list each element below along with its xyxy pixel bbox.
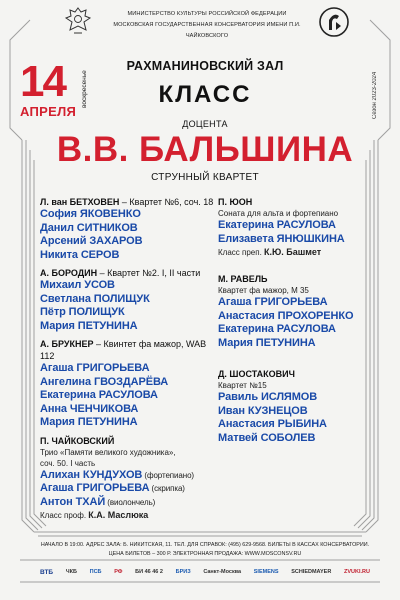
footer-info	[40, 541, 370, 559]
performer: Екатерина РАСУЛОВА	[218, 219, 336, 231]
program-item-beethoven	[40, 196, 220, 262]
performer: Светлана ПОЛИЩУК	[40, 292, 150, 305]
sponsor-logo: SIEMENS	[253, 569, 279, 575]
composer: П. ЧАЙКОВСКИЙ	[40, 435, 115, 446]
performer: Ангелина ГВОЗДАРЁВА	[40, 375, 169, 388]
performer: Мария ПЕТУНИНА	[40, 319, 138, 332]
ensemble-type: СТРУННЫЙ КВАРТЕТ	[151, 172, 259, 183]
performer: Михаил УСОВ	[40, 279, 115, 291]
performer: Данил СИТНИКОВ	[40, 221, 138, 234]
sponsor-logo: ВТБ	[40, 568, 54, 576]
performer: Матвей СОБОЛЕВ	[218, 431, 316, 444]
hall-name: РАХМАНИНОВСКИЙ ЗАЛ	[126, 59, 284, 73]
performer: Анна ЧЕНЧИКОВА	[40, 402, 139, 415]
work: соч. 50. I часть	[40, 458, 96, 468]
concert-date	[20, 57, 102, 132]
program-item-yuon	[218, 196, 378, 259]
program-item-shostakovich	[218, 368, 378, 445]
performer: София ЯКОВЕНКО	[40, 208, 141, 220]
conservatory-title: МОСКОВСКАЯ ГОСУДАРСТВЕННАЯ КОНСЕРВАТОРИЯ ИМЕНИ П.И. ЧАЙКОВСКОГО	[113, 22, 301, 39]
work: Квартет №15	[218, 381, 267, 390]
performer: Мария ПЕТУНИНА	[40, 416, 138, 428]
work: Квартет фа мажор, M 35	[218, 286, 309, 295]
performer: Анастасия РЫБИНА	[218, 418, 327, 430]
date-day: 14	[20, 57, 65, 106]
sponsor-logo: Санкт-Москва	[203, 569, 242, 575]
teacher-name: В.В. БАЛЬШИНА	[56, 130, 354, 169]
sponsor-bar	[40, 566, 370, 578]
performer: Пётр ПОЛИЩУК	[40, 306, 125, 318]
docent-label: ДОЦЕНТА	[182, 119, 228, 129]
program-right-column	[218, 196, 378, 450]
conservatory-logo-icon	[318, 6, 350, 38]
performer: Равиль ИСЛЯМОВ	[218, 391, 318, 403]
program-item-bruckner	[40, 338, 220, 430]
performer: Иван КУЗНЕЦОВ	[218, 404, 308, 417]
teacher-credit: Класс преп. К.Ю. Башмет	[218, 247, 322, 257]
composer: Л. ван БЕТХОВЕН	[40, 197, 120, 207]
performer: Никита СЕРОВ	[40, 248, 120, 261]
class-title: КЛАСС	[158, 81, 252, 108]
sponsor-logo: ZVUKI.RU	[344, 569, 370, 575]
sponsor-logo: SCHIEDMAYER	[291, 569, 332, 575]
composer: А. БРУКНЕР	[40, 339, 94, 349]
sponsor-logo: БРИЗ	[175, 569, 191, 575]
composer: М. РАВЕЛЬ	[218, 274, 268, 284]
program-item-ravel	[218, 273, 378, 350]
ministry-title: МИНИСТЕРСТВО КУЛЬТУРЫ РОССИЙСКОЙ ФЕДЕРАЦИИ	[127, 11, 287, 17]
composer: А. БОРОДИН	[40, 268, 98, 278]
work: Соната для альта и фортепиано	[218, 209, 339, 218]
work: – Квартет №6, соч. 18	[119, 197, 214, 207]
performer: Анастасия ПРОХОРЕНКО	[218, 309, 354, 322]
performer: Арсений ЗАХАРОВ	[40, 235, 143, 247]
eagle-emblem-icon	[64, 6, 92, 36]
teacher-credit: Класс проф. К.А. Маслюка	[40, 510, 149, 520]
performer: Елизавета ЯНЮШКИНА	[218, 232, 345, 245]
date-month: АПРЕЛЯ	[20, 104, 77, 119]
performer: Алихан КУНДУХОВ (фортепиано)	[40, 468, 194, 481]
composer: П. ЮОН	[218, 197, 253, 207]
season-label: Сезон 2023-2024	[372, 71, 378, 119]
date-weekday: воскресенье	[81, 70, 88, 108]
composer: Д. ШОСТАКОВИЧ	[218, 369, 295, 379]
sponsor-logo: ПСБ	[89, 569, 102, 575]
performer: Екатерина РАСУЛОВА	[218, 323, 336, 335]
sponsor-logo: РФ	[114, 569, 123, 575]
program-item-tchaikovsky	[40, 435, 220, 523]
work: – Квартет №2. I, II части	[97, 268, 201, 278]
sponsor-logo: ЧКБ	[65, 569, 77, 575]
footer-address: НАЧАЛО В 19:00. АДРЕС ЗАЛА: Б. НИКИТСКАЯ, 11. ТЕЛ. ДЛЯ СПРАВОК: (495) 629-9568. БИЛЕТЫ В КАССАХ КОНСЕРВАТОРИИ.	[40, 542, 370, 548]
work: Трио «Памяти великого художника»,	[40, 447, 176, 457]
program-item-borodin	[40, 267, 220, 333]
performer: Агаша ГРИГОРЬЕВА (скрипка)	[40, 482, 185, 494]
program-left-column	[40, 196, 220, 527]
header	[0, 6, 400, 50]
work: – Квинтет фа мажор, WAB 112	[40, 339, 207, 361]
performer: Мария ПЕТУНИНА	[218, 336, 316, 349]
performer: Агаша ГРИГОРЬЕВА	[40, 362, 150, 374]
performer: Антон ТХАЙ (виолончель)	[40, 495, 156, 508]
sponsor-logo: БИ 46 46 2	[135, 569, 163, 575]
performer: Агаша ГРИГОРЬЕВА	[218, 296, 328, 308]
performer: Екатерина РАСУЛОВА	[40, 389, 158, 401]
footer-tickets: ЦЕНА БИЛЕТОВ – 300 Р. ЭЛЕКТРОННАЯ ПРОДАЖА: WWW.MOSCONSV.RU	[108, 551, 302, 557]
